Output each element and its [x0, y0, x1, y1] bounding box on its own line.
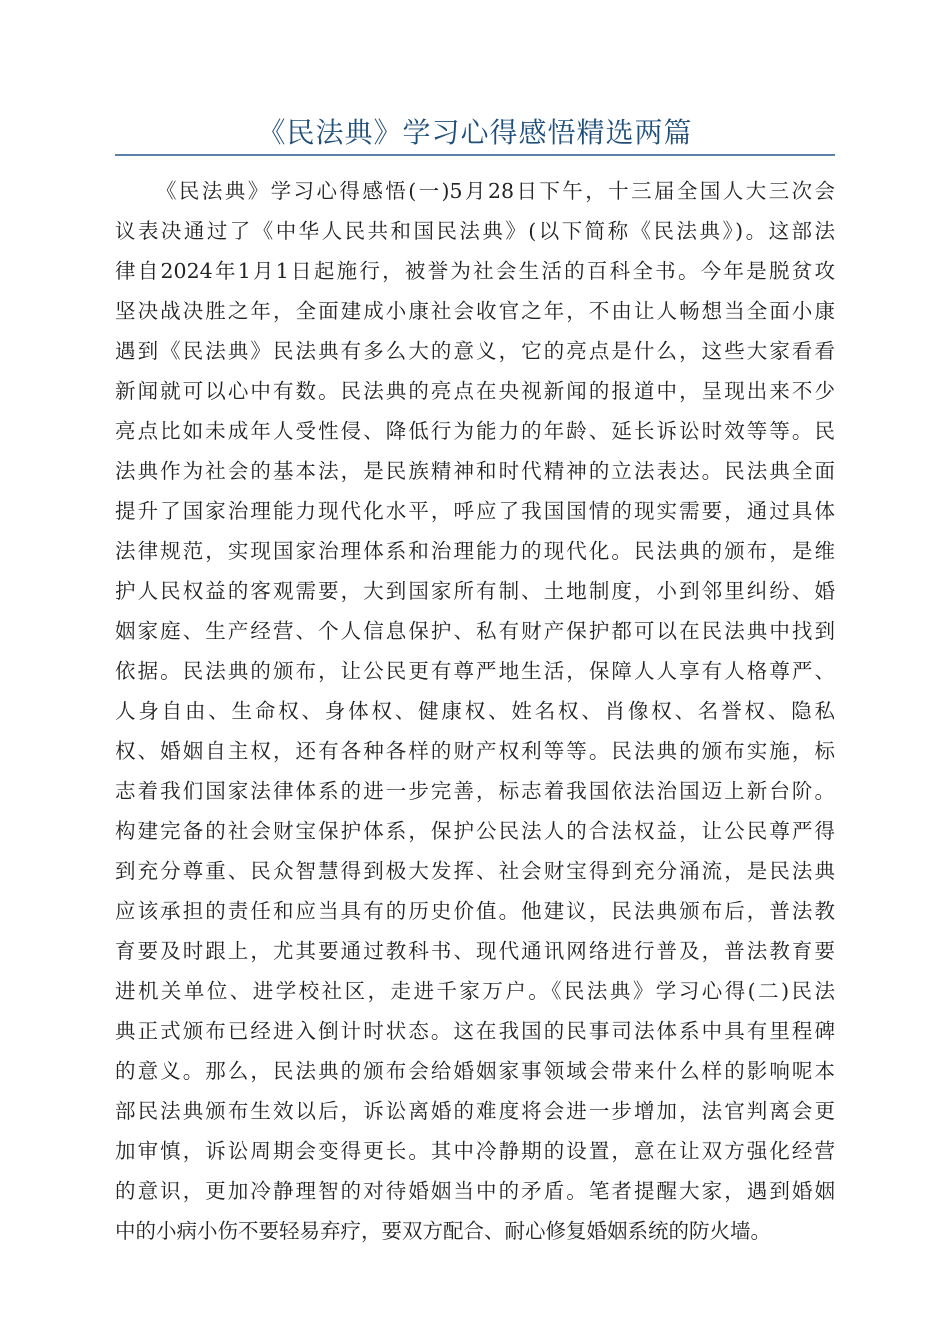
document-body	[115, 171, 835, 1251]
body-line: 提升了国家治理能力现代化水平，呼应了我国国情的现实需要，通过具体	[115, 499, 835, 523]
body-line: 中的小病小伤不要轻易弃疗，要双方配合、耐心修复婚姻系统的防火墙。	[115, 1219, 771, 1243]
body-line: 律自2024年1月1日起施行，被誉为社会生活的百科全书。今年是脱贫攻	[115, 259, 835, 283]
body-line: 加审慎，诉讼周期会变得更长。其中冷静期的设置，意在让双方强化经营	[115, 1139, 835, 1163]
body-line: 人身自由、生命权、身体权、健康权、姓名权、肖像权、名誉权、隐私	[115, 699, 835, 723]
body-line: 议表决通过了《中华人民共和国民法典》(以下简称《民法典》)。这部法	[115, 219, 835, 243]
body-line: 遇到《民法典》民法典有多么大的意义，它的亮点是什么，这些大家看看	[115, 339, 835, 363]
body-line: 姻家庭、生产经营、个人信息保护、私有财产保护都可以在民法典中找到	[115, 619, 835, 643]
body-line: 到充分尊重、民众智慧得到极大发挥、社会财宝得到充分涌流，是民法典	[115, 859, 835, 883]
body-line: 部民法典颁布生效以后，诉讼离婚的难度将会进一步增加，法官判离会更	[115, 1099, 835, 1123]
body-line: 育要及时跟上，尤其要通过教科书、现代通讯网络进行普及，普法教育要	[115, 939, 835, 963]
body-line: 《民法典》学习心得感悟(一)5月28日下午，十三届全国人大三次会	[156, 179, 835, 203]
body-line: 亮点比如未成年人受性侵、降低行为能力的年龄、延长诉讼时效等等。民	[115, 419, 835, 443]
title-underline	[115, 154, 835, 156]
body-line: 权、婚姻自主权，还有各种各样的财产权利等等。民法典的颁布实施，标	[115, 739, 835, 763]
body-line: 新闻就可以心中有数。民法典的亮点在央视新闻的报道中，呈现出来不少	[115, 379, 835, 403]
body-line: 的意义。那么，民法典的颁布会给婚姻家事领域会带来什么样的影响呢本	[115, 1059, 835, 1083]
body-line: 护人民权益的客观需要，大到国家所有制、土地制度，小到邻里纠纷、婚	[115, 579, 835, 603]
body-line: 的意识，更加冷静理智的对待婚姻当中的矛盾。笔者提醒大家，遇到婚姻	[115, 1179, 835, 1203]
body-line: 构建完备的社会财宝保护体系，保护公民法人的合法权益，让公民尊严得	[115, 819, 835, 843]
document-title: 《民法典》学习心得感悟精选两篇	[257, 116, 693, 149]
body-line: 坚决战决胜之年，全面建成小康社会收官之年，不由让人畅想当全面小康	[115, 299, 835, 323]
body-line: 法律规范，实现国家治理体系和治理能力的现代化。民法典的颁布，是维	[115, 539, 835, 563]
body-line: 志着我们国家法律体系的进一步完善，标志着我国依法治国迈上新台阶。	[115, 779, 835, 803]
body-line: 典正式颁布已经进入倒计时状态。这在我国的民事司法体系中具有里程碑	[115, 1019, 835, 1043]
body-line: 法典作为社会的基本法，是民族精神和时代精神的立法表达。民法典全面	[115, 459, 835, 483]
body-line: 进机关单位、进学校社区，走进千家万户。《民法典》学习心得(二)民法	[115, 979, 835, 1003]
body-line: 应该承担的责任和应当具有的历史价值。他建议，民法典颁布后，普法教	[115, 899, 835, 923]
body-line: 依据。民法典的颁布，让公民更有尊严地生活，保障人人享有人格尊严、	[115, 659, 835, 683]
